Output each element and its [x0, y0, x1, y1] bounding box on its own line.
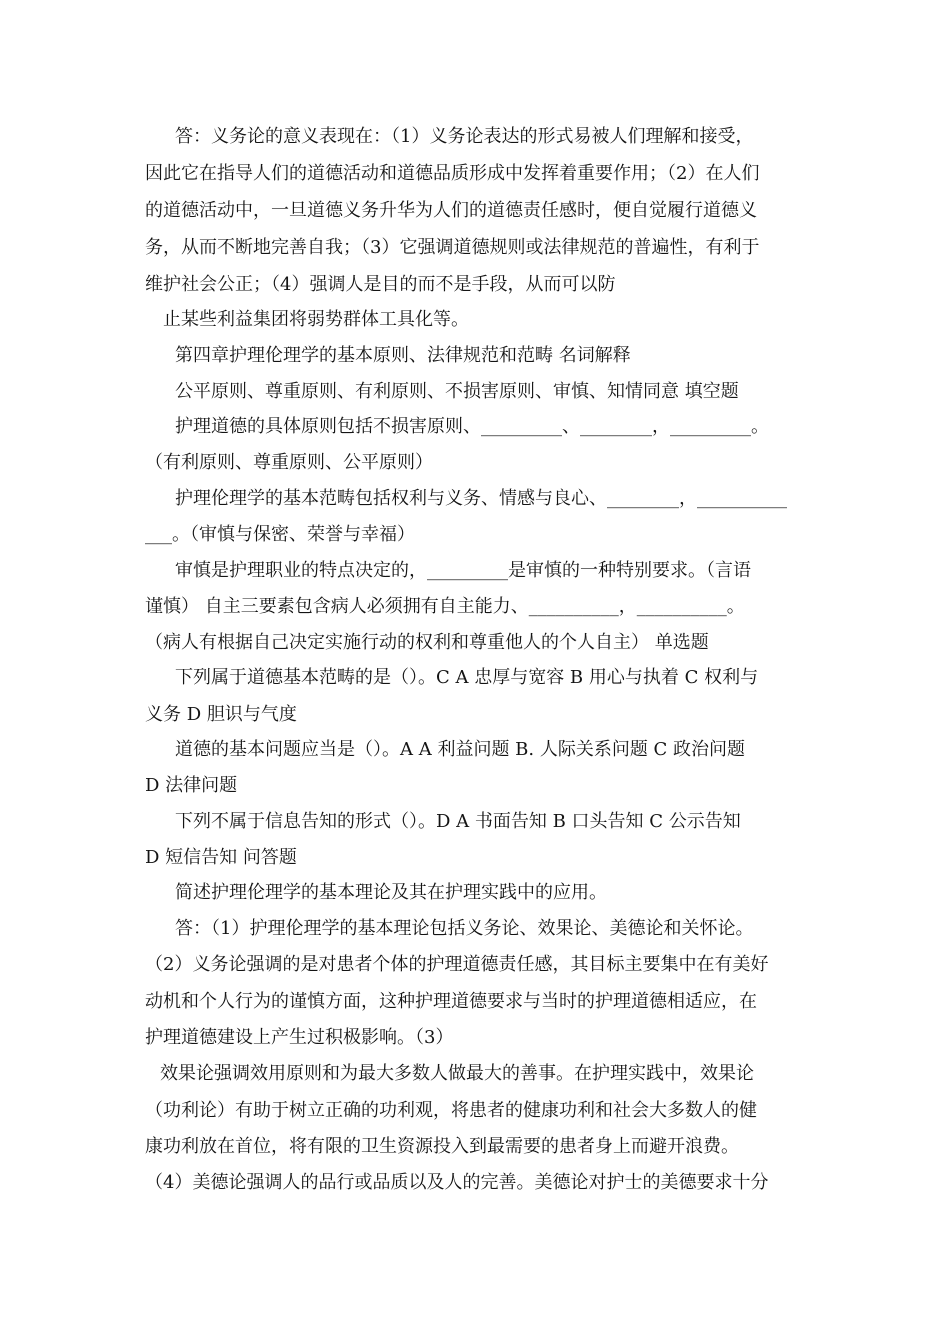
essay-question: 简述护理伦理学的基本理论及其在护理实践中的应用。 [175, 882, 607, 903]
fill-blank-answer: （有利原则、尊重原则、公平原则） [145, 452, 433, 473]
text-line: 维护社会公正；（4）强调人是目的而不是手段，从而可以防 [145, 274, 616, 295]
fill-blank-answer: ___。（审慎与保密、荣誉与幸福） [145, 524, 415, 545]
text-line: （功利论）有助于树立正确的功利观，将患者的健康功利和社会大多数人的健 [145, 1100, 757, 1121]
text-line: 的道德活动中，一旦道德义务升华为人们的道德责任感时，便自觉履行道德义 [145, 200, 757, 221]
chapter-heading: 第四章护理伦理学的基本原则、法律规范和范畴 名词解释 [175, 345, 631, 366]
fill-blank-question: 护理道德的具体原则包括不损害原则、_________、________，_________。 [175, 416, 769, 437]
text-line: 效果论强调效用原则和为最大多数人做最大的善事。在护理实践中，效果论 [160, 1063, 754, 1084]
text-line: 答：（1）护理伦理学的基本理论包括义务论、效果论、美德论和关怀论。 [175, 918, 754, 939]
text-line: 公平原则、尊重原则、有利原则、不损害原则、审慎、知情同意 填空题 [175, 381, 739, 402]
text-line: 康功利放在首位，将有限的卫生资源投入到最需要的患者身上而避开浪费。 [145, 1136, 739, 1157]
text-line: （病人有根据自己决定实施行动的权利和尊重他人的个人自主） 单选题 [145, 632, 709, 653]
text-line: 义务 D 胆识与气度 [145, 704, 297, 725]
single-choice-question: 道德的基本问题应当是（）。A A 利益问题 B. 人际关系问题 C 政治问题 [175, 739, 746, 760]
text-line: D 短信告知 问答题 [145, 847, 297, 868]
text-line: 护理道德建设上产生过积极影响。（3） [145, 1027, 454, 1048]
text-line: 因此它在指导人们的道德活动和道德品质形成中发挥着重要作用；（2）在人们 [145, 163, 760, 184]
text-line: D 法律问题 [145, 775, 238, 796]
fill-blank-question: 护理伦理学的基本范畴包括权利与义务、情感与良心、________，__________ [175, 488, 787, 509]
text-line-answer-intro: 答：义务论的意义表现在：（1）义务论表达的形式易被人们理解和接受， [175, 126, 754, 147]
text-line: 谨慎） 自主三要素包含病人必须拥有自主能力、__________，__________。 [145, 596, 745, 617]
text-line: 止某些利益集团将弱势群体工具化等。 [163, 309, 469, 330]
single-choice-question: 下列不属于信息告知的形式（）。D A 书面告知 B 口头告知 C 公示告知 [175, 811, 741, 832]
fill-blank-question: 审慎是护理职业的特点决定的，_________是审慎的一种特别要求。（言语 [175, 560, 751, 581]
single-choice-question: 下列属于道德基本范畴的是（）。C A 忠厚与宽容 B 用心与执着 C 权利与 [175, 667, 759, 688]
text-line: （4）美德论强调人的品行或品质以及人的完善。美德论对护士的美德要求十分 [145, 1172, 769, 1193]
text-line: （2）义务论强调的是对患者个体的护理道德责任感，其目标主要集中在有美好 [145, 954, 769, 975]
text-line: 务，从而不断地完善自我；（3）它强调道德规则或法律规范的普遍性，有利于 [145, 237, 760, 258]
text-line: 动机和个人行为的谨慎方面，这种护理道德要求与当时的护理道德相适应，在 [145, 991, 757, 1012]
